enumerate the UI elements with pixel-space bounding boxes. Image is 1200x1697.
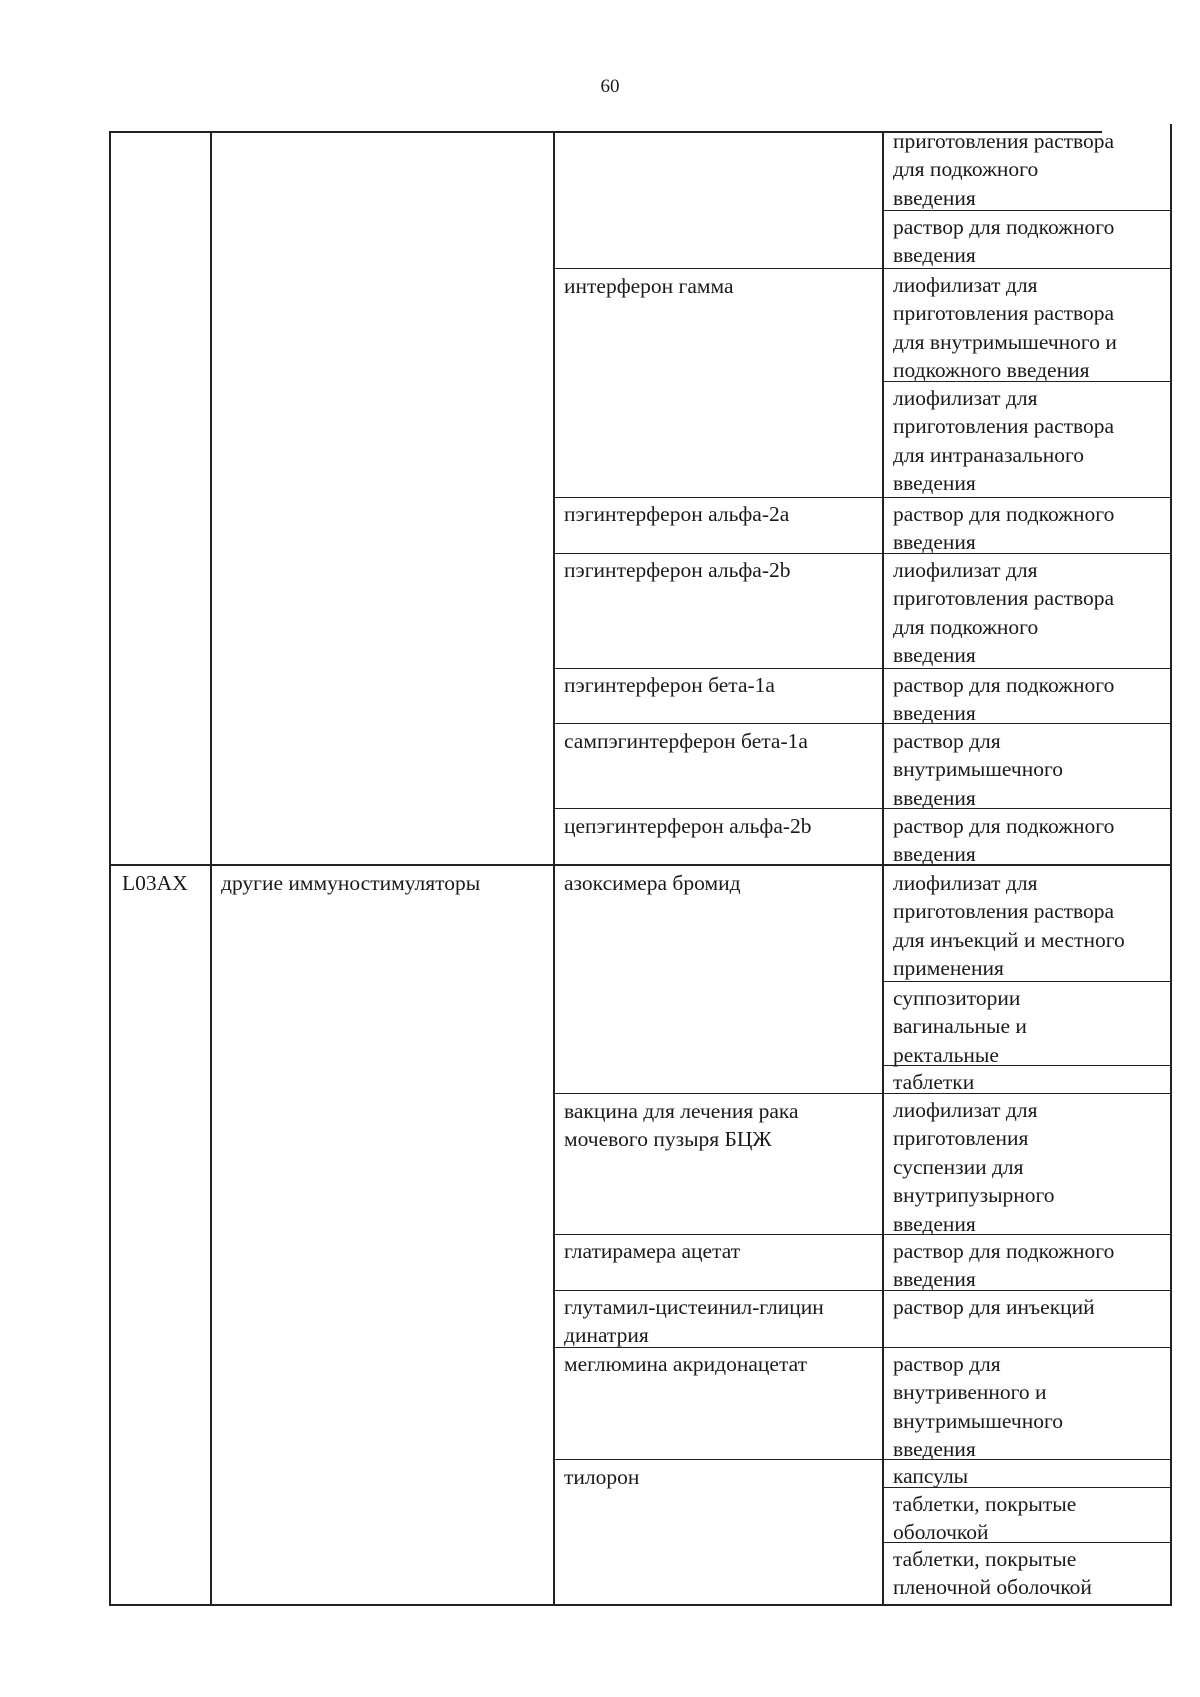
drug-name: пэгинтерферон альфа-2a [564,502,790,526]
drug-name: глутамил-цистеинил-глицин динатрия [564,1295,824,1348]
drug-name: тилорон [564,1465,640,1489]
dosage-form: таблетки [893,1070,975,1094]
drug-name: сампэгинтерферон бета-1a [564,729,808,753]
drug-name: пэгинтерферон альфа-2b [564,558,791,582]
dosage-form: раствор для инъекций [893,1295,1095,1319]
drug-name: пэгинтерферон бета-1a [564,673,775,697]
column-divider-3 [882,131,884,1606]
column-divider-2 [553,131,555,1606]
group-name: другие иммуностимуляторы [221,871,481,895]
drug-row-divider [553,1459,1171,1460]
drug-name: азоксимера бромид [564,871,741,895]
dosage-form: капсулы [893,1464,969,1488]
drug-row-divider [553,808,1171,809]
table-border-left [109,131,111,1606]
drug-name: вакцина для лечения рака мочевого пузыря БЦЖ [564,1099,799,1152]
dosage-form: суппозитории вагинальные и ректальные [893,986,1027,1067]
drug-name: меглюмина акридонацетат [564,1352,807,1376]
drug-name: глатирамера ацетат [564,1239,741,1263]
dosage-form: таблетки, покрытые пленочной оболочкой [893,1547,1092,1600]
dosage-form: раствор для подкожного введения [893,1239,1115,1292]
dosage-form: лиофилизат для приготовления суспензии для внутрипузырного введения [893,1098,1055,1236]
dosage-form: раствор для подкожного введения [893,673,1115,726]
dosage-form: раствор для подкожного введения [893,502,1115,555]
drug-name: цепэгинтерферон альфа-2b [564,814,812,838]
page-number: 60 [600,76,620,97]
drug-row-divider [553,1093,1171,1094]
dosage-form: таблетки, покрытые оболочкой [893,1492,1077,1545]
dosage-form: лиофилизат для приготовления раствора для внутримышечного и подкожного введения [893,273,1117,383]
dosage-form: лиофилизат для приготовления раствора для подкожного введения [893,558,1115,668]
dosage-form: раствор для подкожного введения [893,215,1115,268]
drug-name: интерферон гамма [564,274,734,298]
atc-code: L03AX [122,871,188,895]
dosage-form: раствор для подкожного введения [893,814,1115,867]
column-divider-1 [210,131,212,1606]
dosage-form: раствор для внутривенного и внутримышечного введения [893,1352,1064,1462]
dosage-form: приготовления раствора для подкожного введения [893,129,1115,210]
dosage-form: лиофилизат для приготовления раствора для инъекций и местного применения [893,871,1125,981]
dosage-form: лиофилизат для приготовления раствора для интраназального введения [893,386,1115,496]
dosage-form: раствор для внутримышечного введения [893,729,1064,810]
table-border-bottom [109,1604,1171,1606]
drug-row-divider [553,1234,1171,1235]
